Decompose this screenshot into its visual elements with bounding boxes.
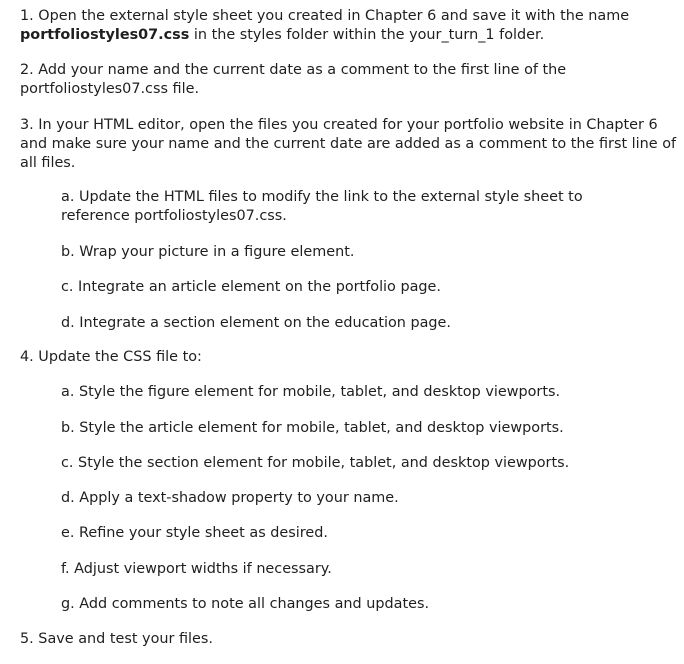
step-4g: g. Add comments to note all changes and updates. (61, 596, 430, 612)
step-2 (20, 61, 670, 99)
step-3a-line-2: reference portfoliostyles07.css. (61, 208, 287, 224)
step-4a: a. Style the figure element for mobile, tablet, and desktop viewports. (61, 384, 561, 400)
step-3 (20, 116, 677, 173)
step-5: 5. Save and test your files. (20, 631, 213, 647)
step-1-line-1: 1. Open the external style sheet you created in Chapter 6 and save it with the name (20, 8, 630, 24)
step-3d: d. Integrate a section element on the education page. (61, 315, 451, 331)
step-2-line-2: portfoliostyles07.css file. (20, 81, 200, 97)
stylesheet-filename: portfoliostyles07.css (20, 27, 190, 43)
step-3a-line-1: a. Update the HTML files to modify the link to the external style sheet to (61, 189, 583, 205)
step-4b: b. Style the article element for mobile, tablet, and desktop viewports. (61, 420, 564, 436)
step-3b: b. Wrap your picture in a figure element. (61, 244, 355, 260)
step-1 (20, 7, 670, 45)
step-4c: c. Style the section element for mobile, tablet, and desktop viewports. (61, 455, 570, 471)
step-2-line-1: 2. Add your name and the current date as a comment to the first line of the (20, 62, 567, 78)
step-3a (61, 188, 684, 226)
step-1-line-2-rest: in the styles folder within the your_turn_1 folder. (189, 27, 545, 43)
step-4d: d. Apply a text-shadow property to your name. (61, 490, 399, 506)
step-4: 4. Update the CSS file to: (20, 349, 202, 365)
step-3-line-2: and make sure your name and the current date are added as a comment to the first line of (20, 136, 677, 152)
step-1-line-2 (20, 26, 670, 45)
step-4f: f. Adjust viewport widths if necessary. (61, 561, 332, 577)
step-3-line-1: 3. In your HTML editor, open the files you created for your portfolio website in Chapter 6 (20, 117, 658, 133)
step-3-line-3: all files. (20, 155, 76, 171)
step-3c: c. Integrate an article element on the portfolio page. (61, 279, 441, 295)
step-4e: e. Refine your style sheet as desired. (61, 525, 328, 541)
